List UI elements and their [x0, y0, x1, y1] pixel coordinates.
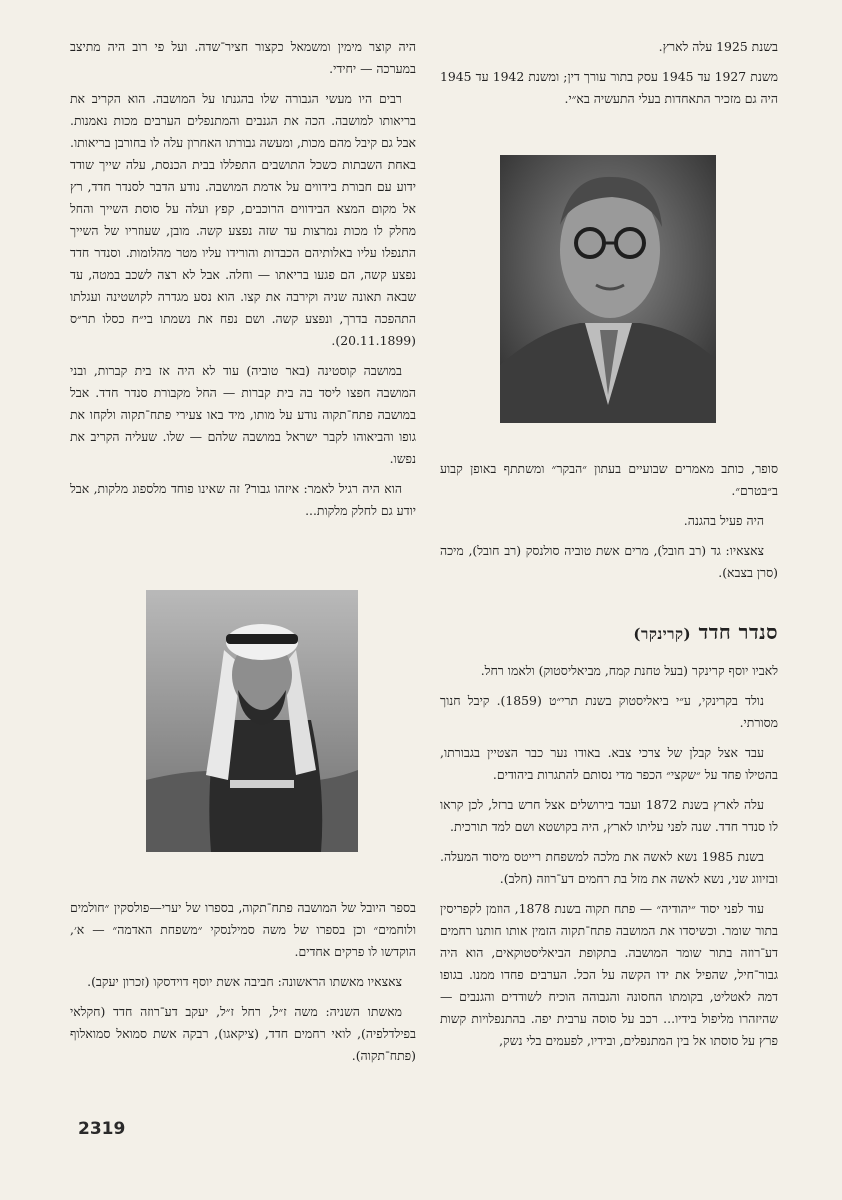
- portrait-arab-dress-photo: [146, 590, 358, 852]
- paragraph: עלה לארץ בשנת 1872 ועבד בירושלים אצל חרש ברזל, לכן קראו לו סנדר חדד. שנה לפני עליתו לארץ, היה בקושטא ושם למד תורכית.: [440, 797, 778, 834]
- portrait-photo-icon: [500, 155, 716, 423]
- paragraph: נולד בקרינקי, ע״י ביאליסטוק בשנת תרי״ט (1859). קיבל חנוך מסורתי.: [440, 693, 778, 730]
- paragraph: רבים היו מעשי הגבורה שלו בהגנתו על המושבה. הוא הקריב את בריאותו למושבה. הכה את הגנבים והמתנפלים הערבים מכות נאמנות. אבל גם קיבל מהם מכות, ומעשה גבורתו האחרון עלה לו בחורבן בריאותו. באחת השבתות כשכל התושבים התפללו בבית הכנסת, עלה שייך שודד ידוע עם חבורת בידווים על אדמת המושבה. נודע הדבר לסנדר חדד, רץ אל מקום המצא הבידווים הרוכבים, קפץ ועלה על סוסת השייך והחל מחלק לו מכות נמרצות עד שזה נפצע קשה. מובן, שעוזריו של השייך התנפלו עליו באלותיהם הכבדות והורידו עליו מטר מהלומות. וסנדר חדד נפצע קשה, הם פגעו בריאתו — וחלה. אבל לא רצה לשכב במטה, עד שבאה תאונה שניה וקירבה את קצו. הוא נסע מגדרה לקושטינה ועגלתו התהפכה בדרך, ונפצע קשה. ושם נפח את נשמתו בי״ח כסלו תר״ס (20.11.1899).: [70, 91, 416, 348]
- paragraph: עבד אצל קבלן של צרכי צבא. באודו נער כבר הצטיין בגבורתו, בהטילו פחד על ״שקצי״ הכפר מדי נסותם להתגרות ביהודים.: [440, 745, 778, 782]
- paragraph: צאצאיו: גד (רב חובל), מרים אשת טוביה סולנסק (רב חובל), מיכה (סרן בצבא).: [440, 543, 778, 580]
- heading-name: סנדר חדד: [698, 620, 778, 644]
- paragraph: הוא היה רגיל לאמר: איזהו גבור? זה שאינו פוחד מלספוג מלקות, אבל יודע גם לחלק מלקות...: [70, 481, 416, 518]
- paragraph: לאביו יוסף קרינקר (בעל טחנת קמח, מביאליסטוק) ולאמו רחל.: [480, 663, 778, 678]
- section-heading: [440, 620, 778, 645]
- paragraph: במושבה קוסטינה (באר טוביה) עוד לא היה אז בית קברות, ובני המושבה חפצו ליסד בה בית קברות — החל מקבורת סנדר חדד. אבל במושבה פתח־תקוה נודע על מותו, מיד באו צעירי פתח־תקוה ולקחו את גופו והביאוהו לקבר ישראל במושבה שלהם — שלו. שעליה הקריב את נפשו.: [70, 363, 416, 466]
- right-column-caption: [440, 458, 778, 592]
- portrait-arab-dress-photo-icon: [146, 590, 358, 852]
- paragraph: צאצאיו מאשתו הראשונה: חביבה אשת יוסף דוידסקו (זכרון יעקב).: [87, 974, 402, 989]
- paragraph: עוד לפני יסוד ״יהודיה״ — פתח תקוה בשנת 1878, הוזמן לקפריסין בתור שומר. וכשיסדו את המושבה פתח־תקוה הזמין אותו חותנו רחמים דע־רוזה בתור שומר המושבה. בתקופת הביאליסטוקאים, הוא היה גבור־חיל, שהפיל את ידו הקשה על הכל. הערבים פחדו ממנו. בגופו דמה לאטליט, בקומתו החסונה והגבוהה הוכיח לשודדים והגנבים — שהיזהרו מליפול בידיו... רכב על סוסה ערבית יפה. בהתנפלויות קשות פרץ על סוסתו אל בין המתנפלים, ובידיו, לפעמים בלי נשק,: [440, 901, 778, 1048]
- page-number: 2319: [78, 1119, 126, 1139]
- paragraph: מאשתו השניה: משה ז״ל, רחל ז״ל, יעקב דע־רוזה חדד (חקלאי בפילדלפיה), לואי רחמים חדד, (ציקאגו), רבקה אשת סמואל סמואלוף (פתח־תקוה).: [70, 1004, 416, 1063]
- portrait-photo: [500, 155, 716, 423]
- right-column-top: [440, 36, 778, 118]
- paragraph: בספר היובל של המושבה פתח־תקוה, בספרו של יערי—פולסקין ״חולמים ולוחמים״ וכן בספרו של משה סמילנסקי ״משפחת האדמה״ — א׳, הוקדשו לו פרקים אחדים.: [70, 900, 416, 959]
- paragraph: סופר, כותב מאמרים שבועיים בעתון ״הבקר״ ומשתתף באופן קבוע ב״בטרם״.: [440, 461, 778, 498]
- paragraph: בשנת 1985 נשא לאשה את מלכה למשפחת רייטס מיסוד המעלה. ובזיווג שני, נשא לאשה את מזל בת רחמים דע־רוזה (חלב).: [440, 849, 778, 886]
- paragraph: היה קוצר מימין ומשמאל כקצור חציר־שדה. ועל פי רוב היה מתיצב במערכה — יחידי.: [70, 39, 416, 76]
- paragraph: היה פעיל בהגנה.: [683, 513, 764, 528]
- paragraph: משנת 1927 עד 1945 עסק בתור עורך דין; ומשנת 1942 עד 1945 היה גם מזכיר התאחדות בעלי התעשיה בא״י.: [440, 69, 778, 106]
- left-column-top: [70, 36, 416, 556]
- paragraph: בשנת 1925 עלה לארץ.: [658, 39, 778, 54]
- heading-alias: (קרינקר): [633, 625, 692, 643]
- left-column-bottom: [70, 897, 416, 1075]
- right-column-bio: [440, 660, 778, 1140]
